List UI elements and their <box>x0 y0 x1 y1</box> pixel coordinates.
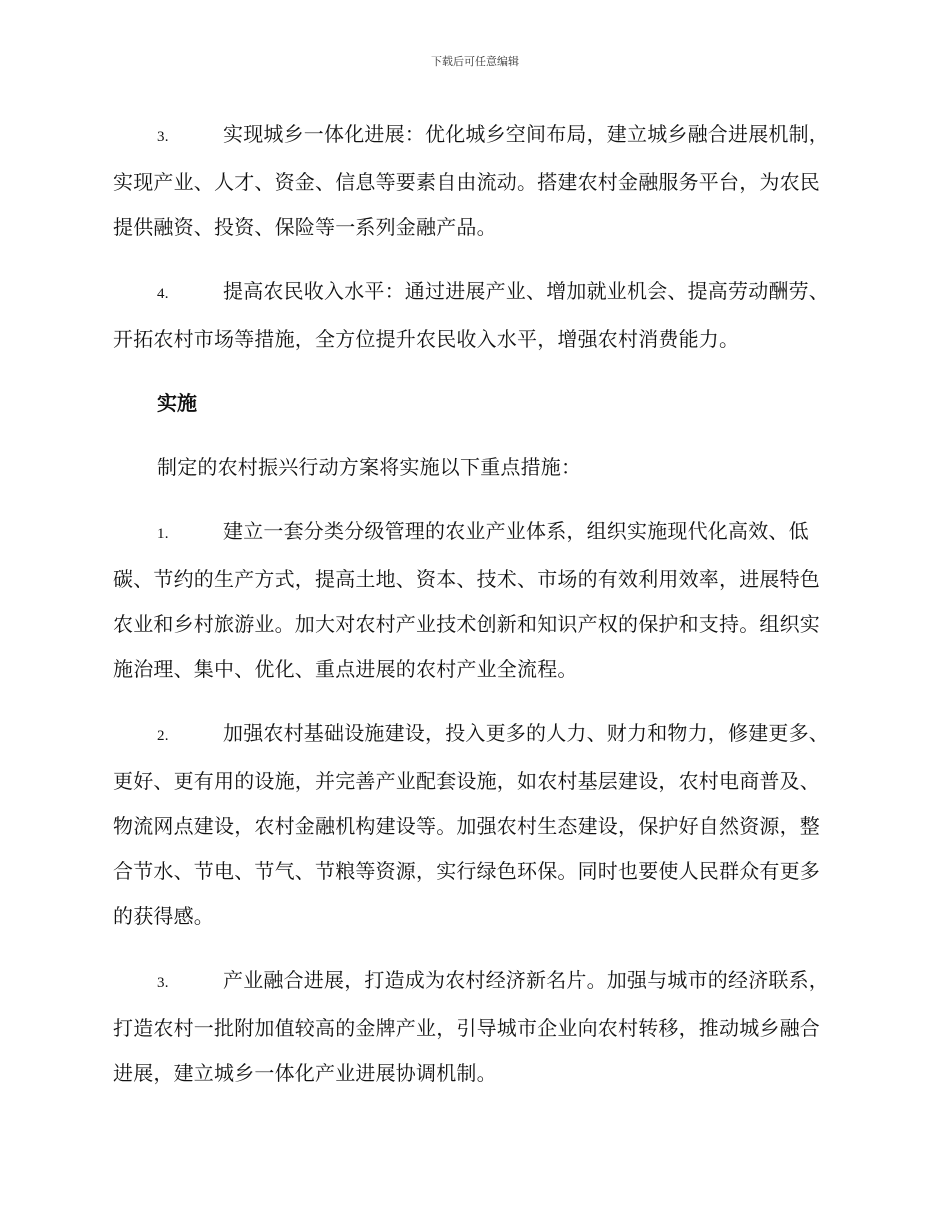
header-note: 下载后可任意编辑 <box>431 55 519 68</box>
list-item-number: 4. <box>157 286 169 302</box>
list-item-text: 实现城乡一体化进展：优化城乡空间布局，建立城乡融合进展机制，实现产业、人才、资金、信息等要素自由流动。搭建农村金融服务平台，为农民提供融资、投资、保险等一系列金融产品。 <box>113 122 829 239</box>
list-item <box>113 112 835 250</box>
list-item <box>113 958 835 1096</box>
document-body <box>113 112 835 1115</box>
list-item <box>113 711 835 939</box>
list-item-text: 提高农民收入水平：通过进展产业、增加就业机会、提高劳动酬劳、开拓农村市场等措施，全方位提升农民收入水平，增强农村消费能力。 <box>113 279 829 351</box>
section-intro: 制定的农村振兴行动方案将实施以下重点措施： <box>157 455 582 479</box>
list-item-number: 3. <box>157 975 169 991</box>
list-item-text: 产业融合进展，打造成为农村经济新名片。加强与城市的经济联系，打造农村一批附加值较高的金牌产业，引导城市企业向农村转移，推动城乡融合进展，建立城乡一体化产业进展协调机制。 <box>113 968 829 1085</box>
list-item-text: 加强农村基础设施建设，投入更多的人力、财力和物力，修建更多、更好、更有用的设施，并完善产业配套设施，如农村基层建设，农村电商普及、物流网点建设，农村金融机构建设等。加强农村生态建设，保护好自然资源，整合节水、节电、节气、节粮等资源，实行绿色环保。同时也要使人民群众有更多的获得感。 <box>113 721 829 928</box>
list-item <box>113 509 835 692</box>
list-item-number: 1. <box>157 526 169 542</box>
list-item-number: 3. <box>157 129 169 145</box>
list-item <box>113 269 835 362</box>
section-heading: 实施 <box>157 391 197 415</box>
list-item-number: 2. <box>157 728 169 744</box>
list-item-text: 建立一套分类分级管理的农业产业体系，组织实施现代化高效、低碳、节约的生产方式，提高土地、资本、技术、市场的有效利用效率，进展特色农业和乡村旅游业。加大对农村产业技术创新和知识产权的保护和支持。组织实施治理、集中、优化、重点进展的农村产业全流程。 <box>113 519 820 681</box>
